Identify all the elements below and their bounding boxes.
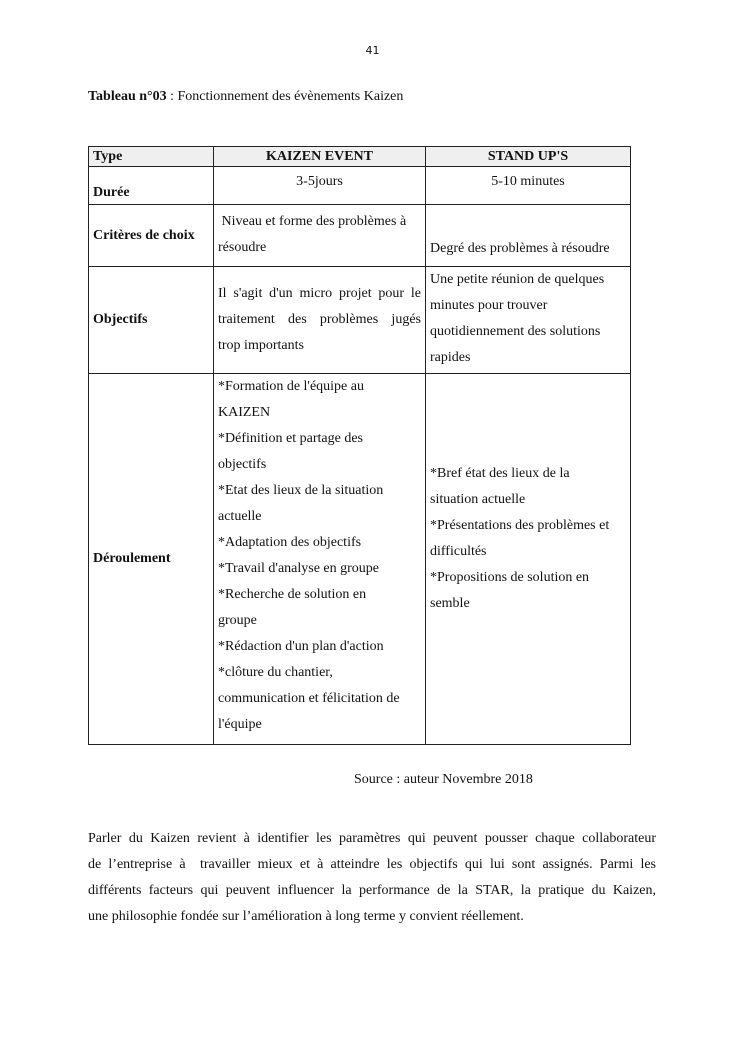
cell-line: *Bref état des lieux de la xyxy=(430,466,570,481)
cell-line: traitement des problèmes jugés xyxy=(218,312,421,327)
cell-line: 5-10 minutes xyxy=(491,174,565,189)
paragraph-line: une philosophie fondée sur l’amélioration à long terme y convient réellement. xyxy=(88,909,524,924)
cell-line: *Adaptation des objectifs xyxy=(218,535,362,550)
cell-line: *Propositions de solution en xyxy=(430,570,590,585)
header-type: Type xyxy=(89,147,214,167)
table-row-objectifs xyxy=(89,267,631,374)
row-label: Objectifs xyxy=(89,267,214,374)
cell-line: *Formation de l'équipe au xyxy=(218,379,364,394)
paragraph-line: différents facteurs qui peuvent influencer la performance de la STAR, la pratique du Kaizen, xyxy=(88,883,656,898)
cell-line: l'équipe xyxy=(218,717,262,732)
table-row-duree xyxy=(89,167,631,205)
cell-line: Une petite réunion de quelques xyxy=(430,272,605,287)
table-row-criteres xyxy=(89,205,631,267)
cell-line: trop importants xyxy=(218,338,304,353)
row-label: Critères de choix xyxy=(89,205,214,267)
table-header-row xyxy=(89,147,631,167)
cell-line: *clôture du chantier, xyxy=(218,665,333,680)
table-source: Source : auteur Novembre 2018 xyxy=(354,772,533,787)
cell-line: groupe xyxy=(218,613,257,628)
cell-line: Degré des problèmes à résoudre xyxy=(430,241,610,256)
cell-line: *Rédaction d'un plan d'action xyxy=(218,639,384,654)
cell-standup xyxy=(426,374,631,745)
cell-line: KAIZEN xyxy=(218,405,271,420)
cell-line: difficultés xyxy=(430,544,487,559)
row-label: Déroulement xyxy=(89,374,214,745)
body-paragraph xyxy=(88,826,656,930)
cell-line: objectifs xyxy=(218,457,267,472)
cell-line: *Etat des lieux de la situation xyxy=(218,483,384,498)
table-caption xyxy=(88,89,403,105)
caption-label: Tableau n°03 xyxy=(88,89,167,104)
cell-kaizen xyxy=(214,205,426,267)
cell-line: actuelle xyxy=(218,509,262,524)
row-label: Durée xyxy=(89,167,214,205)
header-stand-ups: STAND UP'S xyxy=(426,147,631,167)
cell-kaizen xyxy=(214,267,426,374)
cell-line: *Définition et partage des xyxy=(218,431,364,446)
cell-line: Niveau et forme des problèmes à xyxy=(218,214,407,229)
cell-standup xyxy=(426,205,631,267)
cell-line: 3-5jours xyxy=(296,174,343,189)
cell-line: résoudre xyxy=(218,240,267,255)
cell-line: semble xyxy=(430,596,470,611)
kaizen-table xyxy=(88,146,631,745)
page-number: 41 xyxy=(365,44,380,57)
table-row-deroulement xyxy=(89,374,631,745)
header-kaizen-event: KAIZEN EVENT xyxy=(214,147,426,167)
cell-line: quotidiennement des solutions xyxy=(430,324,601,339)
cell-standup xyxy=(426,167,631,205)
cell-line: rapides xyxy=(430,350,471,365)
paragraph-line: de l’entreprise à travailler mieux et à atteindre les objectifs qui lui sont assignés. Parmi les xyxy=(88,857,656,872)
cell-line: communication et félicitation de xyxy=(218,691,400,706)
cell-standup xyxy=(426,267,631,374)
cell-line: minutes pour trouver xyxy=(430,298,548,313)
paragraph-line: Parler du Kaizen revient à identifier les paramètres qui peuvent pousser chaque collaborateur xyxy=(88,831,656,846)
cell-line: situation actuelle xyxy=(430,492,526,507)
cell-kaizen xyxy=(214,167,426,205)
cell-line: *Présentations des problèmes et xyxy=(430,518,610,533)
cell-line: Il s'agit d'un micro projet pour le xyxy=(218,286,421,301)
cell-line: *Travail d'analyse en groupe xyxy=(218,561,380,576)
caption-text: : Fonctionnement des évènements Kaizen xyxy=(166,89,404,104)
cell-line: *Recherche de solution en xyxy=(218,587,367,602)
cell-kaizen xyxy=(214,374,426,745)
